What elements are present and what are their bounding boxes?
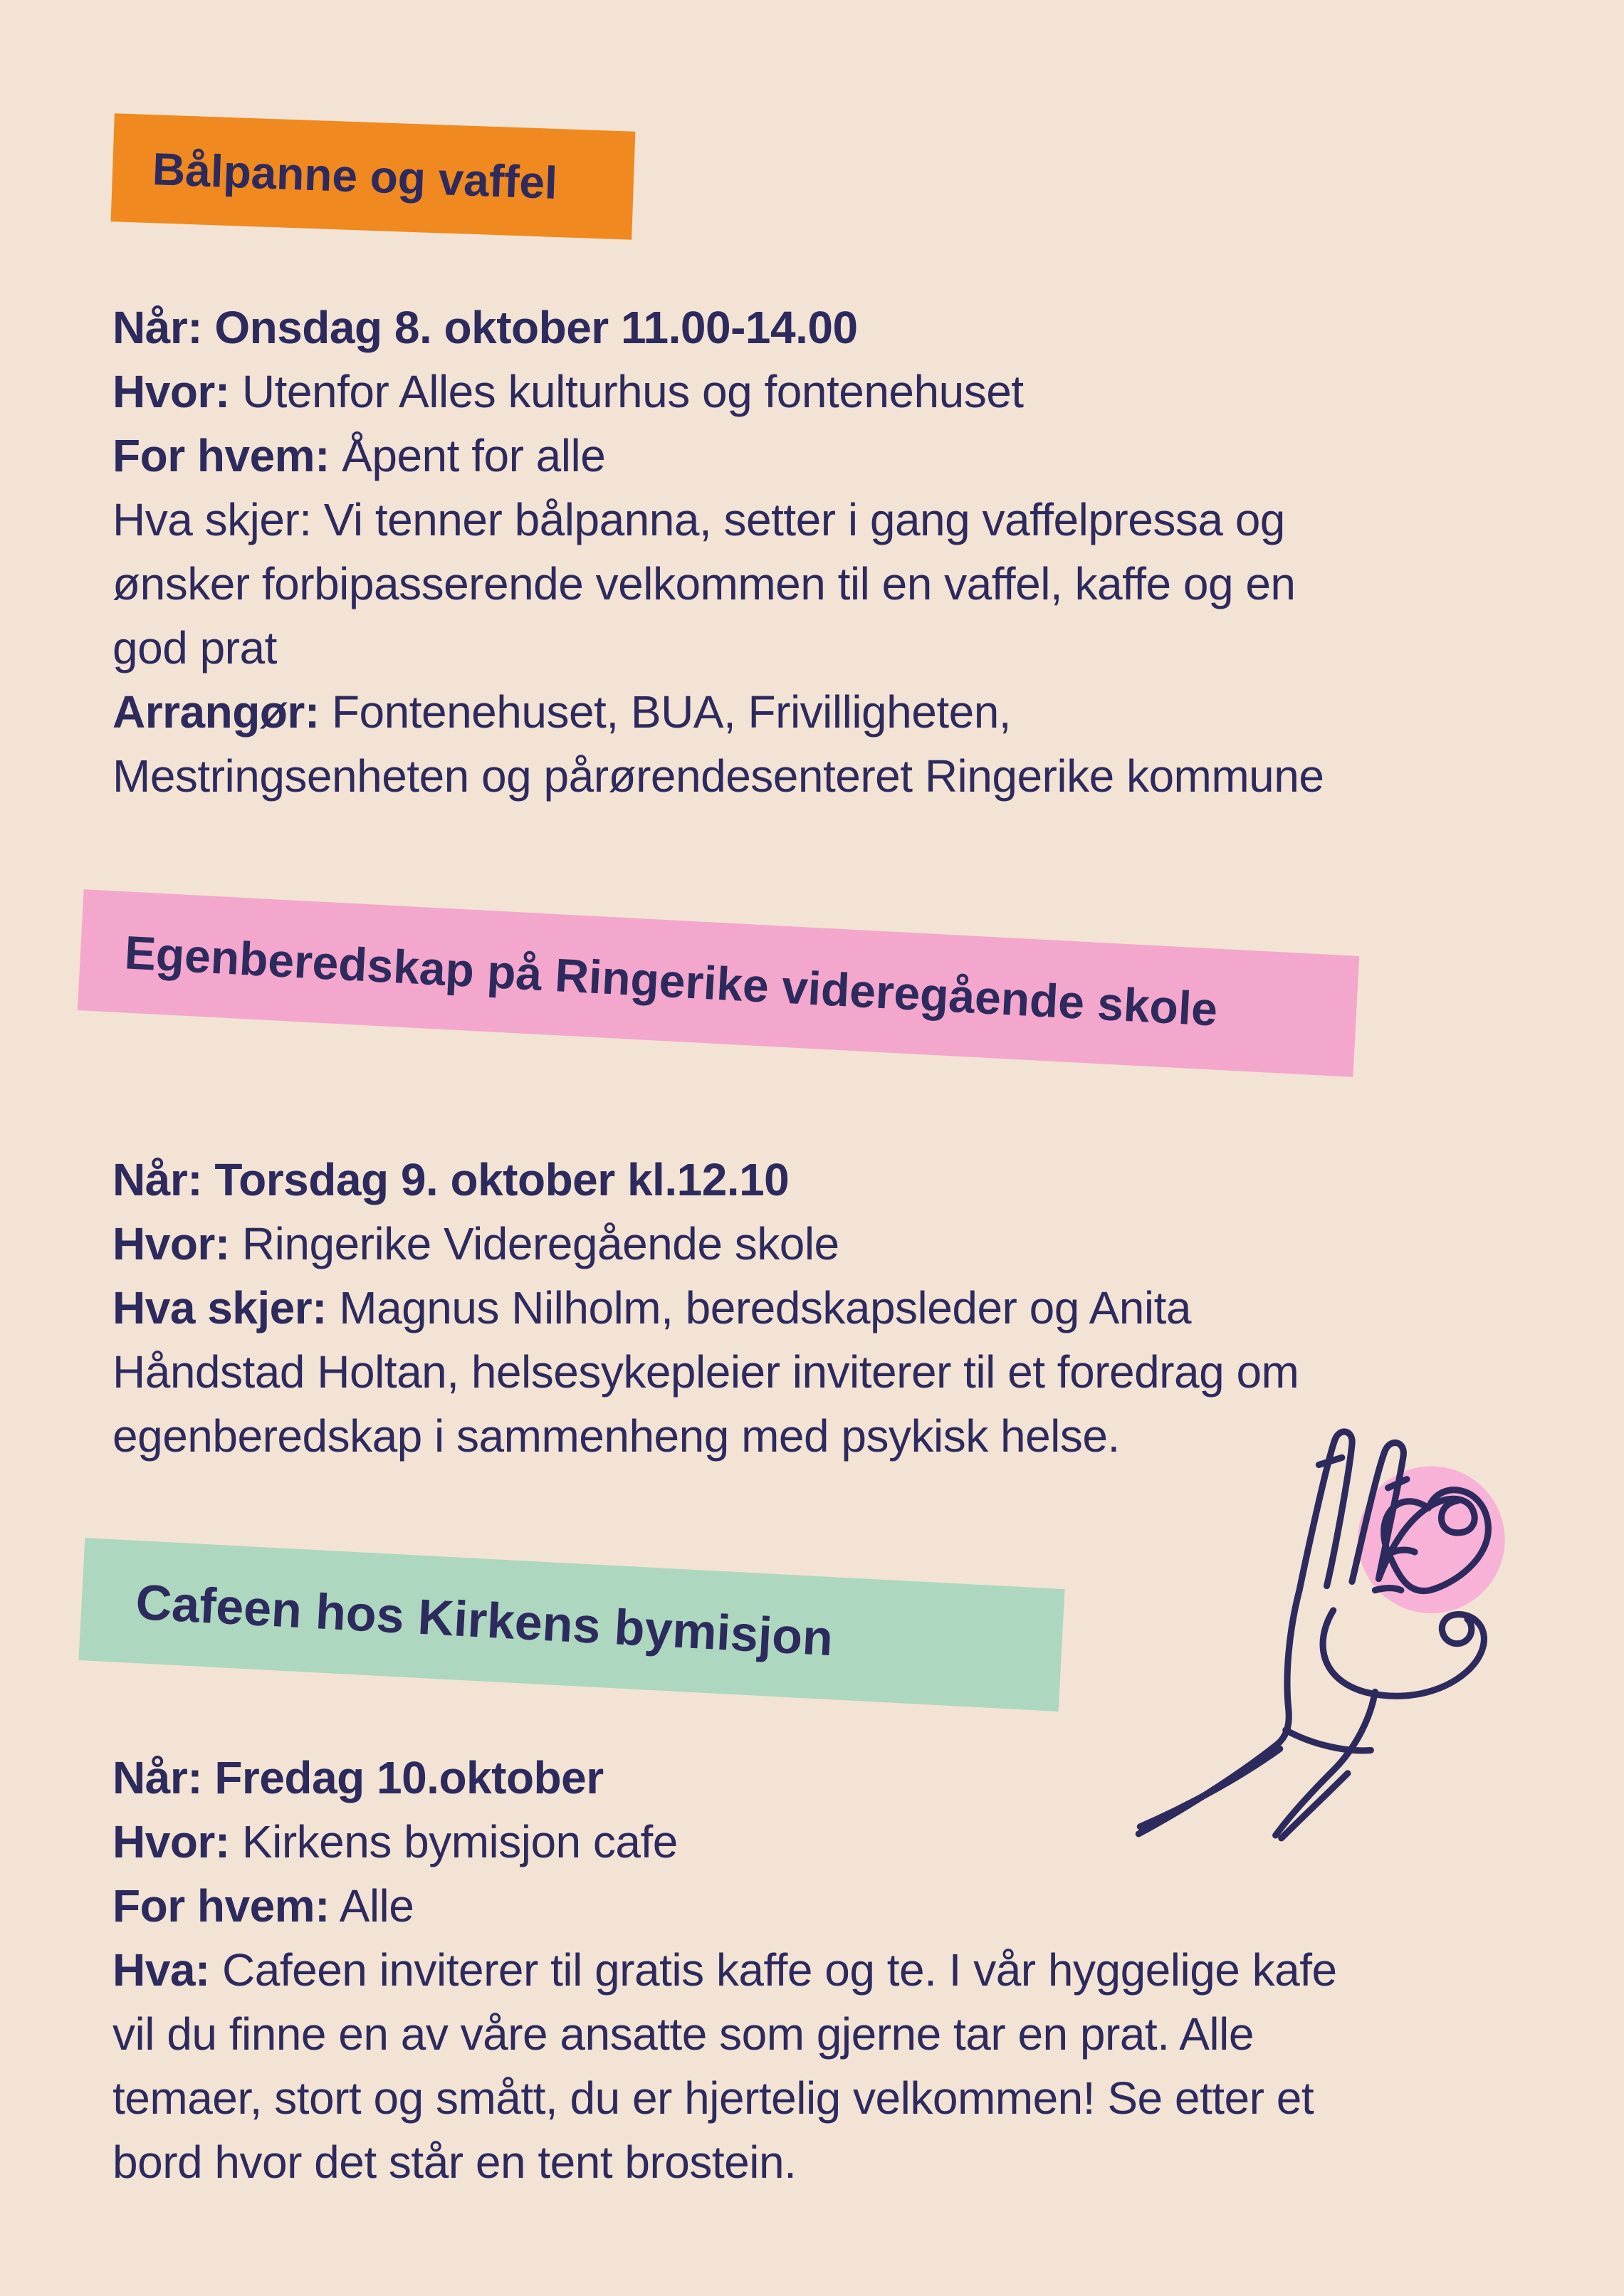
- event-detail-line: Hvor: Kirkens bymisjon cafe: [112, 1816, 678, 1867]
- banner-title: Cafeen hos Kirkens bymisjon: [134, 1573, 834, 1667]
- event-detail-line: Når: Torsdag 9. oktober kl.12.10: [112, 1154, 790, 1205]
- banner-title: Egenberedskap på Ringerike videregående skole: [123, 926, 1219, 1036]
- event-detail-line: Hvor: Utenfor Alles kulturhus og fontenehuset: [112, 366, 1024, 417]
- event-detail-line: Hvor: Ringerike Videregående skole: [112, 1218, 839, 1269]
- event-detail-line: egenberedskap i sammenheng med psykisk helse.: [112, 1410, 1120, 1462]
- event-detail-line: vil du finne en av våre ansatte som gjerne tar en prat. Alle: [112, 2008, 1254, 2060]
- event-detail-line: god prat: [112, 622, 277, 673]
- banner-cafeen-kirkens-bymisjon: [78, 1538, 1064, 1711]
- event-detail-line: ønsker forbipasserende velkommen til en vaffel, kaffe og en: [112, 558, 1296, 609]
- event-detail-line: Mestringsenheten og pårørendesenteret Ringerike kommune: [112, 750, 1324, 802]
- event-detail-line: For hvem: Alle: [112, 1880, 414, 1931]
- event-detail-line: Hva skjer: Vi tenner bålpanna, setter i gang vaffelpressa og: [112, 494, 1285, 545]
- event-details-cafeen: [112, 1746, 1337, 2194]
- event-detail-line: Hva skjer: Magnus Nilholm, beredskapsleder og Anita: [112, 1282, 1191, 1333]
- event-detail-line: Når: Fredag 10.oktober: [112, 1752, 604, 1803]
- event-detail-line: bord hvor det står en tent brostein.: [112, 2137, 797, 2188]
- event-detail-line: Når: Onsdag 8. oktober 11.00-14.00: [112, 302, 858, 353]
- event-details-balpanne: [112, 295, 1324, 808]
- event-detail-line: Håndstad Holtan, helsesykepleier inviterer til et foredrag om: [112, 1346, 1299, 1398]
- banner-title: Bålpanne og vaffel: [151, 143, 559, 209]
- banner-balpanne-og-vaffel: [111, 113, 636, 239]
- event-detail-line: For hvem: Åpent for alle: [112, 430, 606, 481]
- event-detail-line: Arrangør: Fontenehuset, BUA, Frivilligheten,: [112, 686, 1012, 738]
- event-detail-line: Hva: Cafeen inviterer til gratis kaffe og te. I vår hyggelige kafe: [112, 1944, 1337, 1996]
- event-detail-line: temaer, stort og smått, du er hjertelig velkommen! Se etter et: [112, 2072, 1314, 2124]
- banner-egenberedskap: [78, 889, 1359, 1077]
